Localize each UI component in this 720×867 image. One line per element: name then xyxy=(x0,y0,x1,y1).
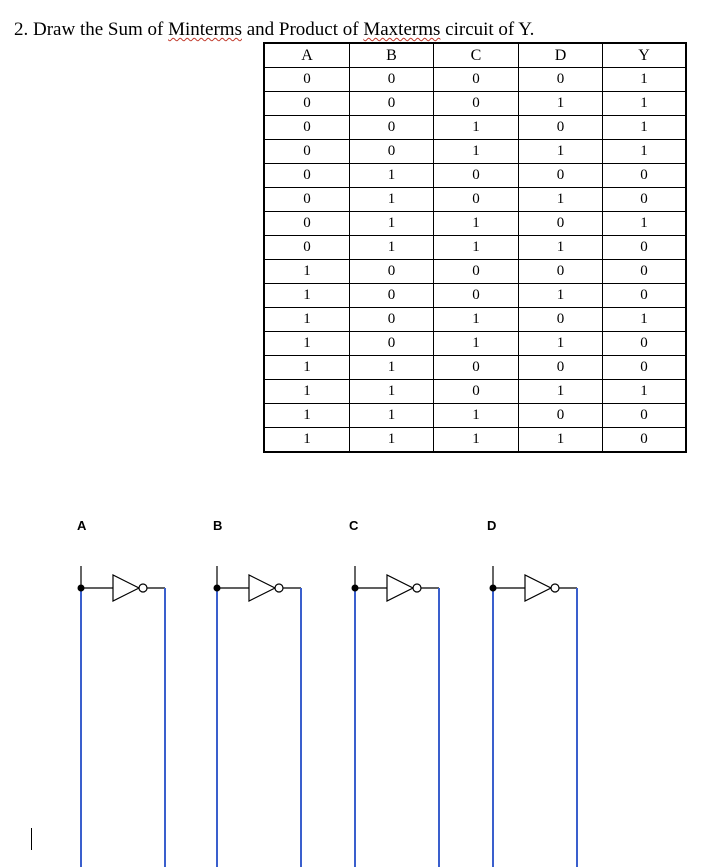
input-d-inverter-stage xyxy=(490,566,578,867)
cell-y: 1 xyxy=(603,68,687,92)
cell-a: 1 xyxy=(264,380,350,404)
cell-a: 0 xyxy=(264,236,350,260)
cell-d: 1 xyxy=(519,428,603,453)
input-b-inverter-stage xyxy=(214,566,302,867)
cell-a: 0 xyxy=(264,92,350,116)
cell-b: 1 xyxy=(350,236,434,260)
cell-b: 0 xyxy=(350,332,434,356)
cell-a: 1 xyxy=(264,404,350,428)
cell-a: 1 xyxy=(264,428,350,453)
cell-d: 1 xyxy=(519,188,603,212)
inverter-a-symbol xyxy=(113,575,139,601)
cell-c: 0 xyxy=(434,188,519,212)
cell-c: 0 xyxy=(434,284,519,308)
cell-b: 1 xyxy=(350,380,434,404)
header-y: Y xyxy=(603,43,687,68)
input-c-inverter-stage xyxy=(352,566,440,867)
question-prefix: 2. Draw the Sum of xyxy=(14,19,169,40)
cell-y: 1 xyxy=(603,116,687,140)
input-label-c: C xyxy=(349,518,359,533)
cell-a: 1 xyxy=(264,356,350,380)
inverter-a-bubble xyxy=(139,584,147,592)
cell-a: 0 xyxy=(264,188,350,212)
cell-y: 0 xyxy=(603,428,687,453)
cell-c: 0 xyxy=(434,68,519,92)
cell-c: 1 xyxy=(434,116,519,140)
cell-y: 0 xyxy=(603,236,687,260)
cell-y: 1 xyxy=(603,140,687,164)
cell-d: 1 xyxy=(519,92,603,116)
cell-b: 0 xyxy=(350,116,434,140)
cell-c: 1 xyxy=(434,308,519,332)
cell-c: 1 xyxy=(434,404,519,428)
cell-b: 1 xyxy=(350,188,434,212)
cell-c: 1 xyxy=(434,212,519,236)
cell-y: 1 xyxy=(603,212,687,236)
cell-b: 1 xyxy=(350,212,434,236)
cell-d: 1 xyxy=(519,284,603,308)
cell-b: 1 xyxy=(350,428,434,453)
cell-c: 1 xyxy=(434,140,519,164)
cell-c: 0 xyxy=(434,164,519,188)
question-middle: and Product of xyxy=(241,19,364,40)
cell-b: 0 xyxy=(350,284,434,308)
input-label-a: A xyxy=(77,518,87,533)
cell-b: 0 xyxy=(350,68,434,92)
inverter-c-bubble xyxy=(413,584,421,592)
cell-c: 1 xyxy=(434,332,519,356)
cell-d: 1 xyxy=(519,236,603,260)
inverter-b-symbol xyxy=(249,575,275,601)
cell-a: 1 xyxy=(264,284,350,308)
cell-b: 0 xyxy=(350,308,434,332)
cell-d: 0 xyxy=(519,116,603,140)
cell-b: 1 xyxy=(350,356,434,380)
cell-a: 0 xyxy=(264,164,350,188)
cell-b: 1 xyxy=(350,404,434,428)
cell-c: 0 xyxy=(434,260,519,284)
question-suffix: circuit of Y. xyxy=(440,19,535,40)
cell-b: 0 xyxy=(350,92,434,116)
inverter-c-symbol xyxy=(387,575,413,601)
cell-y: 1 xyxy=(603,380,687,404)
cell-c: 1 xyxy=(434,428,519,453)
cell-d: 0 xyxy=(519,164,603,188)
cell-d: 1 xyxy=(519,332,603,356)
cell-a: 0 xyxy=(264,140,350,164)
cell-b: 0 xyxy=(350,140,434,164)
cell-y: 0 xyxy=(603,404,687,428)
cell-y: 0 xyxy=(603,188,687,212)
cell-d: 0 xyxy=(519,212,603,236)
cell-c: 0 xyxy=(434,92,519,116)
cell-a: 0 xyxy=(264,212,350,236)
cell-y: 1 xyxy=(603,92,687,116)
cell-c: 1 xyxy=(434,236,519,260)
cell-d: 1 xyxy=(519,140,603,164)
cell-d: 0 xyxy=(519,260,603,284)
maxterms-term: Maxterms xyxy=(363,19,441,40)
cell-y: 0 xyxy=(603,164,687,188)
cell-b: 1 xyxy=(350,164,434,188)
header-c: C xyxy=(434,43,519,68)
cell-d: 0 xyxy=(519,308,603,332)
cell-a: 1 xyxy=(264,308,350,332)
header-a: A xyxy=(264,43,350,68)
cell-c: 0 xyxy=(434,380,519,404)
cell-y: 0 xyxy=(603,284,687,308)
cell-d: 0 xyxy=(519,68,603,92)
inverter-d-symbol xyxy=(525,575,551,601)
header-d: D xyxy=(519,43,603,68)
cell-a: 0 xyxy=(264,68,350,92)
cell-y: 0 xyxy=(603,332,687,356)
cell-a: 1 xyxy=(264,332,350,356)
cell-d: 0 xyxy=(519,356,603,380)
minterms-term: Minterms xyxy=(168,19,242,40)
text-cursor xyxy=(31,828,32,850)
cell-d: 1 xyxy=(519,380,603,404)
cell-d: 0 xyxy=(519,404,603,428)
cell-b: 0 xyxy=(350,260,434,284)
inverter-d-bubble xyxy=(551,584,559,592)
input-a-inverter-stage xyxy=(78,566,166,867)
cell-a: 0 xyxy=(264,116,350,140)
cell-a: 1 xyxy=(264,260,350,284)
cell-y: 0 xyxy=(603,356,687,380)
cell-y: 0 xyxy=(603,260,687,284)
input-label-d: D xyxy=(487,518,497,533)
inverter-b-bubble xyxy=(275,584,283,592)
cell-c: 0 xyxy=(434,356,519,380)
header-b: B xyxy=(350,43,434,68)
input-label-b: B xyxy=(213,518,223,533)
cell-y: 1 xyxy=(603,308,687,332)
